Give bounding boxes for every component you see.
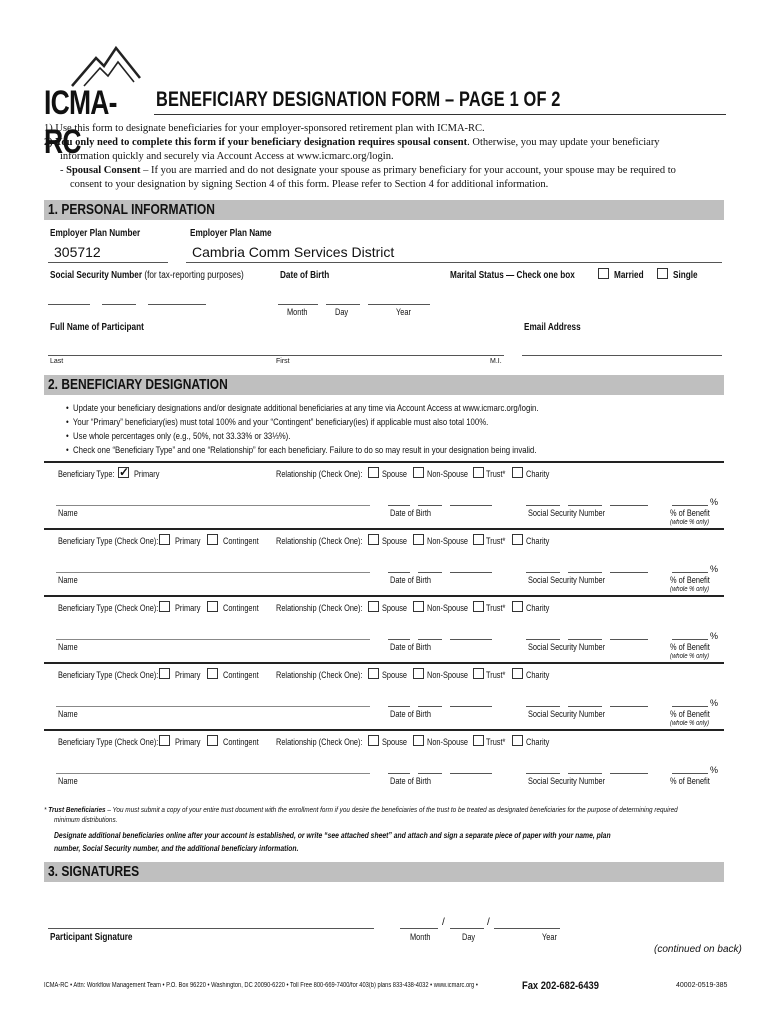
bene-ssn-field-1[interactable] xyxy=(526,773,560,774)
bene-dob-month-field[interactable] xyxy=(388,639,410,640)
beneficiary-name-label: Name xyxy=(58,642,78,652)
ssn-field-2[interactable] xyxy=(102,304,136,305)
additional-note-2: number, Social Security number, and the additional beneficiary information. xyxy=(54,844,299,853)
charity-label: Charity xyxy=(526,536,550,546)
relationship-label: Relationship (Check One): xyxy=(276,536,363,546)
section2-title: 2. BENEFICIARY DESIGNATION xyxy=(48,376,228,393)
percent-benefit-field[interactable] xyxy=(672,572,708,573)
trust-label: Trust* xyxy=(486,469,506,479)
trust-checkbox[interactable] xyxy=(473,735,484,746)
spouse-checkbox[interactable] xyxy=(368,668,379,679)
beneficiary-name-field[interactable] xyxy=(56,773,370,774)
charity-checkbox[interactable] xyxy=(512,467,523,478)
single-checkbox[interactable] xyxy=(657,268,668,279)
primary-label: Primary xyxy=(175,670,201,680)
bene-ssn-field-3[interactable] xyxy=(610,639,648,640)
last-name-label: Last xyxy=(50,358,64,365)
trust-note-text: – You must submit a copy of your entire trust document with the enrollment form if you desire the beneficiaries of the trust to be treated as designated beneficiaries for the purpose of determining required xyxy=(105,805,678,814)
charity-checkbox[interactable] xyxy=(512,601,523,612)
bene-ssn-field-3[interactable] xyxy=(610,706,648,707)
non-spouse-label: Non-Spouse xyxy=(427,536,469,546)
employer-plan-name-label: Employer Plan Name xyxy=(190,228,272,239)
whole-percent-note: (whole % only) xyxy=(670,653,710,660)
charity-label: Charity xyxy=(526,603,550,613)
spouse-checkbox[interactable] xyxy=(368,601,379,612)
charity-checkbox[interactable] xyxy=(512,534,523,545)
beneficiary-ssn-label: Social Security Number xyxy=(528,709,606,719)
ssn-field-3[interactable] xyxy=(148,304,206,305)
non-spouse-checkbox[interactable] xyxy=(413,601,424,612)
bene-ssn-field-3[interactable] xyxy=(610,773,648,774)
whole-percent-note: (whole % only) xyxy=(670,519,710,526)
signature-field[interactable] xyxy=(48,928,374,929)
employer-plan-number-field[interactable]: 305712 xyxy=(54,244,101,260)
contingent-label: Contingent xyxy=(223,603,259,613)
percent-benefit-field[interactable] xyxy=(672,505,708,506)
section1-header xyxy=(44,200,724,220)
bene-ssn-field-2[interactable] xyxy=(568,639,602,640)
trust-checkbox[interactable] xyxy=(473,534,484,545)
sig-month-field[interactable] xyxy=(400,928,438,929)
non-spouse-checkbox[interactable] xyxy=(413,534,424,545)
single-label: Single xyxy=(673,270,698,281)
contingent-label: Contingent xyxy=(223,536,259,546)
trust-label: Trust* xyxy=(486,737,506,747)
primary-label: Primary xyxy=(175,536,201,546)
employer-plan-name-field[interactable]: Cambria Comm Services District xyxy=(192,244,395,260)
percent-benefit-label: % of Benefit xyxy=(670,709,710,719)
beneficiary-type-label: Beneficiary Type: xyxy=(58,469,115,479)
bene-dob-month-field[interactable] xyxy=(388,505,410,506)
footer-fax: Fax 202-682-6439 xyxy=(522,980,599,992)
beneficiary-type-label: Beneficiary Type (Check One): xyxy=(58,603,159,613)
intro-line-2-rest: . Otherwise, you may update your beneficiary xyxy=(467,137,660,148)
percent-sign: % xyxy=(710,564,719,574)
section3-header xyxy=(44,862,724,882)
beneficiary-name-label: Name xyxy=(58,575,78,585)
dob-month-field[interactable] xyxy=(278,304,318,305)
charity-label: Charity xyxy=(526,469,550,479)
non-spouse-label: Non-Spouse xyxy=(427,603,469,613)
relationship-label: Relationship (Check One): xyxy=(276,603,363,613)
bene-dob-month-field[interactable] xyxy=(388,706,410,707)
ssn-label xyxy=(50,270,244,281)
percent-sign: % xyxy=(710,631,719,641)
relationship-label: Relationship (Check One): xyxy=(276,670,363,680)
charity-checkbox[interactable] xyxy=(512,735,523,746)
plan-name-underline xyxy=(186,262,722,263)
contingent-checkbox[interactable] xyxy=(207,601,218,612)
email-field[interactable] xyxy=(522,355,722,356)
spouse-label: Spouse xyxy=(382,670,408,680)
non-spouse-checkbox[interactable] xyxy=(413,735,424,746)
spouse-label: Spouse xyxy=(382,603,408,613)
beneficiary-name-label: Name xyxy=(58,709,78,719)
sig-month-label: Month xyxy=(410,932,431,942)
relationship-label: Relationship (Check One): xyxy=(276,737,363,747)
bene-dob-day-field[interactable] xyxy=(418,505,442,506)
dob-day-label: Day xyxy=(335,307,349,317)
section3-title: 3. SIGNATURES xyxy=(48,863,140,880)
beneficiary-ssn-label: Social Security Number xyxy=(528,776,606,786)
bullet-4-text: Check one “Beneficiary Type” and one “Relationship” for each beneficiary. Failure to do so may result in your designation being invalid. xyxy=(73,445,537,456)
non-spouse-checkbox[interactable] xyxy=(413,668,424,679)
percent-benefit-label: % of Benefit xyxy=(670,575,710,585)
title-divider xyxy=(154,114,726,115)
continued-on-back: (continued on back) xyxy=(654,944,742,955)
row-divider xyxy=(44,595,724,597)
sig-year-field[interactable] xyxy=(494,928,560,929)
bullet-4: • Check one “Beneficiary Type” and one “Relationship” for each beneficiary. Failure to do so may result in your designation being invalid. xyxy=(66,445,537,456)
ssn-note: (for tax-reporting purposes) xyxy=(142,270,244,281)
contingent-checkbox[interactable] xyxy=(207,668,218,679)
bene-ssn-field-3[interactable] xyxy=(610,572,648,573)
percent-benefit-label: % of Benefit xyxy=(670,776,710,786)
sig-date-slash-2: / xyxy=(487,917,490,928)
beneficiary-name-field[interactable] xyxy=(56,639,370,640)
bene-ssn-field-2[interactable] xyxy=(568,505,602,506)
bene-dob-month-field[interactable] xyxy=(388,773,410,774)
primary-checkbox-checked[interactable]: ✓ xyxy=(119,465,130,479)
trust-checkbox[interactable] xyxy=(473,467,484,478)
bullet-3-text: Use whole percentages only (e.g., 50%, not 33.33% or 33⅓%). xyxy=(73,431,291,442)
non-spouse-label: Non-Spouse xyxy=(427,670,469,680)
sig-date-slash-1: / xyxy=(442,917,445,928)
sig-day-field[interactable] xyxy=(450,928,484,929)
beneficiary-dob-label: Date of Birth xyxy=(390,709,432,719)
bene-dob-year-field[interactable] xyxy=(450,706,492,707)
spouse-label: Spouse xyxy=(382,536,408,546)
bene-dob-day-field[interactable] xyxy=(418,572,442,573)
intro-line-3: information quickly and securely via Account Access at www.icmarc.org/login. xyxy=(60,151,394,162)
bene-ssn-field-1[interactable] xyxy=(526,706,560,707)
beneficiary-ssn-label: Social Security Number xyxy=(528,575,606,585)
beneficiary-type-label: Beneficiary Type (Check One): xyxy=(58,737,159,747)
contingent-label: Contingent xyxy=(223,737,259,747)
marital-status-label: Marital Status — Check one box xyxy=(450,270,575,281)
primary-checkbox[interactable] xyxy=(159,668,170,679)
relationship-label: Relationship (Check One): xyxy=(276,469,363,479)
intro-line-4-bold: Spousal Consent xyxy=(66,165,141,176)
dob-day-field[interactable] xyxy=(326,304,360,305)
row-divider xyxy=(44,729,724,731)
percent-benefit-label: % of Benefit xyxy=(670,508,710,518)
bene-ssn-field-3[interactable] xyxy=(610,505,648,506)
primary-checkbox[interactable] xyxy=(159,735,170,746)
full-name-label: Full Name of Participant xyxy=(50,322,144,333)
percent-benefit-field[interactable] xyxy=(672,639,708,640)
spouse-checkbox[interactable] xyxy=(368,467,379,478)
participant-signature-label: Participant Signature xyxy=(50,932,133,943)
trust-checkbox[interactable] xyxy=(473,601,484,612)
plan-number-underline xyxy=(48,262,168,263)
beneficiary-dob-label: Date of Birth xyxy=(390,642,432,652)
percent-sign: % xyxy=(710,765,719,775)
contingent-checkbox[interactable] xyxy=(207,534,218,545)
bene-ssn-field-1[interactable] xyxy=(526,572,560,573)
bullet-1-text: Update your beneficiary designations and/or designate additional beneficiaries at any time via Account Access at www.icmarc.org/login. xyxy=(73,403,539,414)
intro-line-4-rest: – If you are married and do not designate your spouse as primary beneficiary for your account, your spouse may be required to xyxy=(140,165,676,176)
bene-ssn-field-1[interactable] xyxy=(526,505,560,506)
additional-note-1: Designate additional beneficiaries online after your account is established, or write “see attached sheet” and attach and sign a separate piece of paper with your name, plan xyxy=(54,831,611,840)
first-name-label: First xyxy=(276,358,290,365)
ssn-field-1[interactable] xyxy=(48,304,90,305)
spouse-label: Spouse xyxy=(382,737,408,747)
footer-form-code: 40002-0519-385 xyxy=(676,982,728,989)
beneficiary-dob-label: Date of Birth xyxy=(390,776,432,786)
beneficiary-dob-label: Date of Birth xyxy=(390,575,432,585)
ssn-label-text: Social Security Number xyxy=(50,270,143,281)
email-label: Email Address xyxy=(524,322,581,333)
beneficiary-name-label: Name xyxy=(58,508,78,518)
beneficiary-type-label: Beneficiary Type (Check One): xyxy=(58,536,159,546)
non-spouse-checkbox[interactable] xyxy=(413,467,424,478)
intro-line-5: consent to your designation by signing Section 4 of this form. Please refer to Section 4 for additional information. xyxy=(70,179,549,190)
whole-percent-note: (whole % only) xyxy=(670,586,710,593)
percent-sign: % xyxy=(710,698,719,708)
non-spouse-label: Non-Spouse xyxy=(427,469,469,479)
bene-ssn-field-2[interactable] xyxy=(568,572,602,573)
trust-label: Trust* xyxy=(486,670,506,680)
percent-benefit-field[interactable] xyxy=(672,706,708,707)
charity-label: Charity xyxy=(526,670,550,680)
trust-note: * Trust Beneficiaries – You must submit a copy of your entire trust document with the enrollment form if you desire the beneficiaries of the trust to be treated as designated beneficiaries for the purpose of determining required xyxy=(44,805,678,814)
bullet-3: • Use whole percentages only (e.g., 50%, not 33.33% or 33⅓%). xyxy=(66,431,291,442)
dob-label: Date of Birth xyxy=(280,270,330,281)
intro-line-4: - Spousal Consent – If you are married and do not designate your spouse as primary beneficiary for your account, your spouse may be required to xyxy=(60,165,676,176)
bene-dob-year-field[interactable] xyxy=(450,773,492,774)
bullet-1: • Update your beneficiary designations and/or designate additional beneficiaries at any time via Account Access at www.icmarc.org/login. xyxy=(66,403,539,414)
trust-label: Trust* xyxy=(486,536,506,546)
beneficiary-name-field[interactable] xyxy=(56,572,370,573)
intro-line-2 xyxy=(44,137,660,148)
bene-ssn-field-2[interactable] xyxy=(568,706,602,707)
icma-rc-logo xyxy=(44,44,152,161)
row-divider xyxy=(44,461,724,463)
married-label: Married xyxy=(614,270,644,281)
percent-benefit-label: % of Benefit xyxy=(670,642,710,652)
row-divider xyxy=(44,662,724,664)
row-divider xyxy=(44,528,724,530)
beneficiary-name-field[interactable] xyxy=(56,505,370,506)
intro-line-1: 1) Use this form to designate beneficiaries for your employer-sponsored retirement plan with ICMA-RC. xyxy=(44,123,485,134)
non-spouse-label: Non-Spouse xyxy=(427,737,469,747)
contingent-checkbox[interactable] xyxy=(207,735,218,746)
beneficiary-ssn-label: Social Security Number xyxy=(528,642,606,652)
primary-label: Primary xyxy=(175,603,201,613)
footer-address: ICMA-RC • Attn: Workflow Management Team • P.O. Box 96220 • Washington, DC 20090-6220 • Toll Free 800-669-7400/for 403(b) plans 833-438-4032 • www.icmarc.org • xyxy=(44,982,478,989)
bene-dob-month-field[interactable] xyxy=(388,572,410,573)
bene-dob-day-field[interactable] xyxy=(418,773,442,774)
beneficiary-ssn-label: Social Security Number xyxy=(528,508,606,518)
bene-ssn-field-2[interactable] xyxy=(568,773,602,774)
percent-benefit-field[interactable] xyxy=(672,773,708,774)
bene-ssn-field-1[interactable] xyxy=(526,639,560,640)
sig-year-label: Year xyxy=(542,932,557,942)
primary-label: Primary xyxy=(175,737,201,747)
trust-checkbox[interactable] xyxy=(473,668,484,679)
beneficiary-dob-label: Date of Birth xyxy=(390,508,432,518)
spouse-checkbox[interactable] xyxy=(368,735,379,746)
spouse-label: Spouse xyxy=(382,469,408,479)
whole-percent-note: (whole % only) xyxy=(670,720,710,727)
employer-plan-number-label: Employer Plan Number xyxy=(50,228,141,239)
charity-label: Charity xyxy=(526,737,550,747)
primary-checkbox[interactable] xyxy=(159,534,170,545)
bene-dob-year-field[interactable] xyxy=(450,639,492,640)
beneficiary-name-label: Name xyxy=(58,776,78,786)
bene-dob-year-field[interactable] xyxy=(450,505,492,506)
contingent-label: Contingent xyxy=(223,670,259,680)
bullet-2: • Your “Primary” beneficiary(ies) must total 100% and your “Contingent” beneficiary(ies) if applicable must also total 100%. xyxy=(66,417,489,428)
bene-dob-day-field[interactable] xyxy=(418,706,442,707)
full-name-field[interactable] xyxy=(48,355,504,356)
dob-month-label: Month xyxy=(287,307,308,317)
married-checkbox[interactable] xyxy=(598,268,609,279)
intro-line-2-bold: 2) You only need to complete this form if your beneficiary designation requires spousal consent xyxy=(44,137,468,148)
charity-checkbox[interactable] xyxy=(512,668,523,679)
primary-label: Primary xyxy=(134,469,160,479)
section2-header xyxy=(44,375,724,395)
bene-dob-year-field[interactable] xyxy=(450,572,492,573)
logo-text: ICMA-RC xyxy=(44,84,117,161)
spouse-checkbox[interactable] xyxy=(368,534,379,545)
percent-sign: % xyxy=(710,497,719,507)
trust-label: Trust* xyxy=(486,603,506,613)
form-title: BENEFICIARY DESIGNATION FORM – PAGE 1 OF 2 xyxy=(156,88,561,111)
beneficiary-type-label: Beneficiary Type (Check One): xyxy=(58,670,159,680)
dob-year-field[interactable] xyxy=(368,304,430,305)
trust-note-2: minimum distributions. xyxy=(54,815,118,824)
section1-title: 1. PERSONAL INFORMATION xyxy=(48,201,215,218)
bullet-2-text: Your “Primary” beneficiary(ies) must total 100% and your “Contingent” beneficiary(ies) if applicable must also total 100%. xyxy=(72,417,489,428)
primary-checkbox[interactable] xyxy=(159,601,170,612)
beneficiary-name-field[interactable] xyxy=(56,706,370,707)
trust-note-bold: Trust Beneficiaries xyxy=(48,805,106,814)
sig-day-label: Day xyxy=(462,932,476,942)
bene-dob-day-field[interactable] xyxy=(418,639,442,640)
dob-year-label: Year xyxy=(396,307,411,317)
mi-label: M.I. xyxy=(490,358,502,365)
